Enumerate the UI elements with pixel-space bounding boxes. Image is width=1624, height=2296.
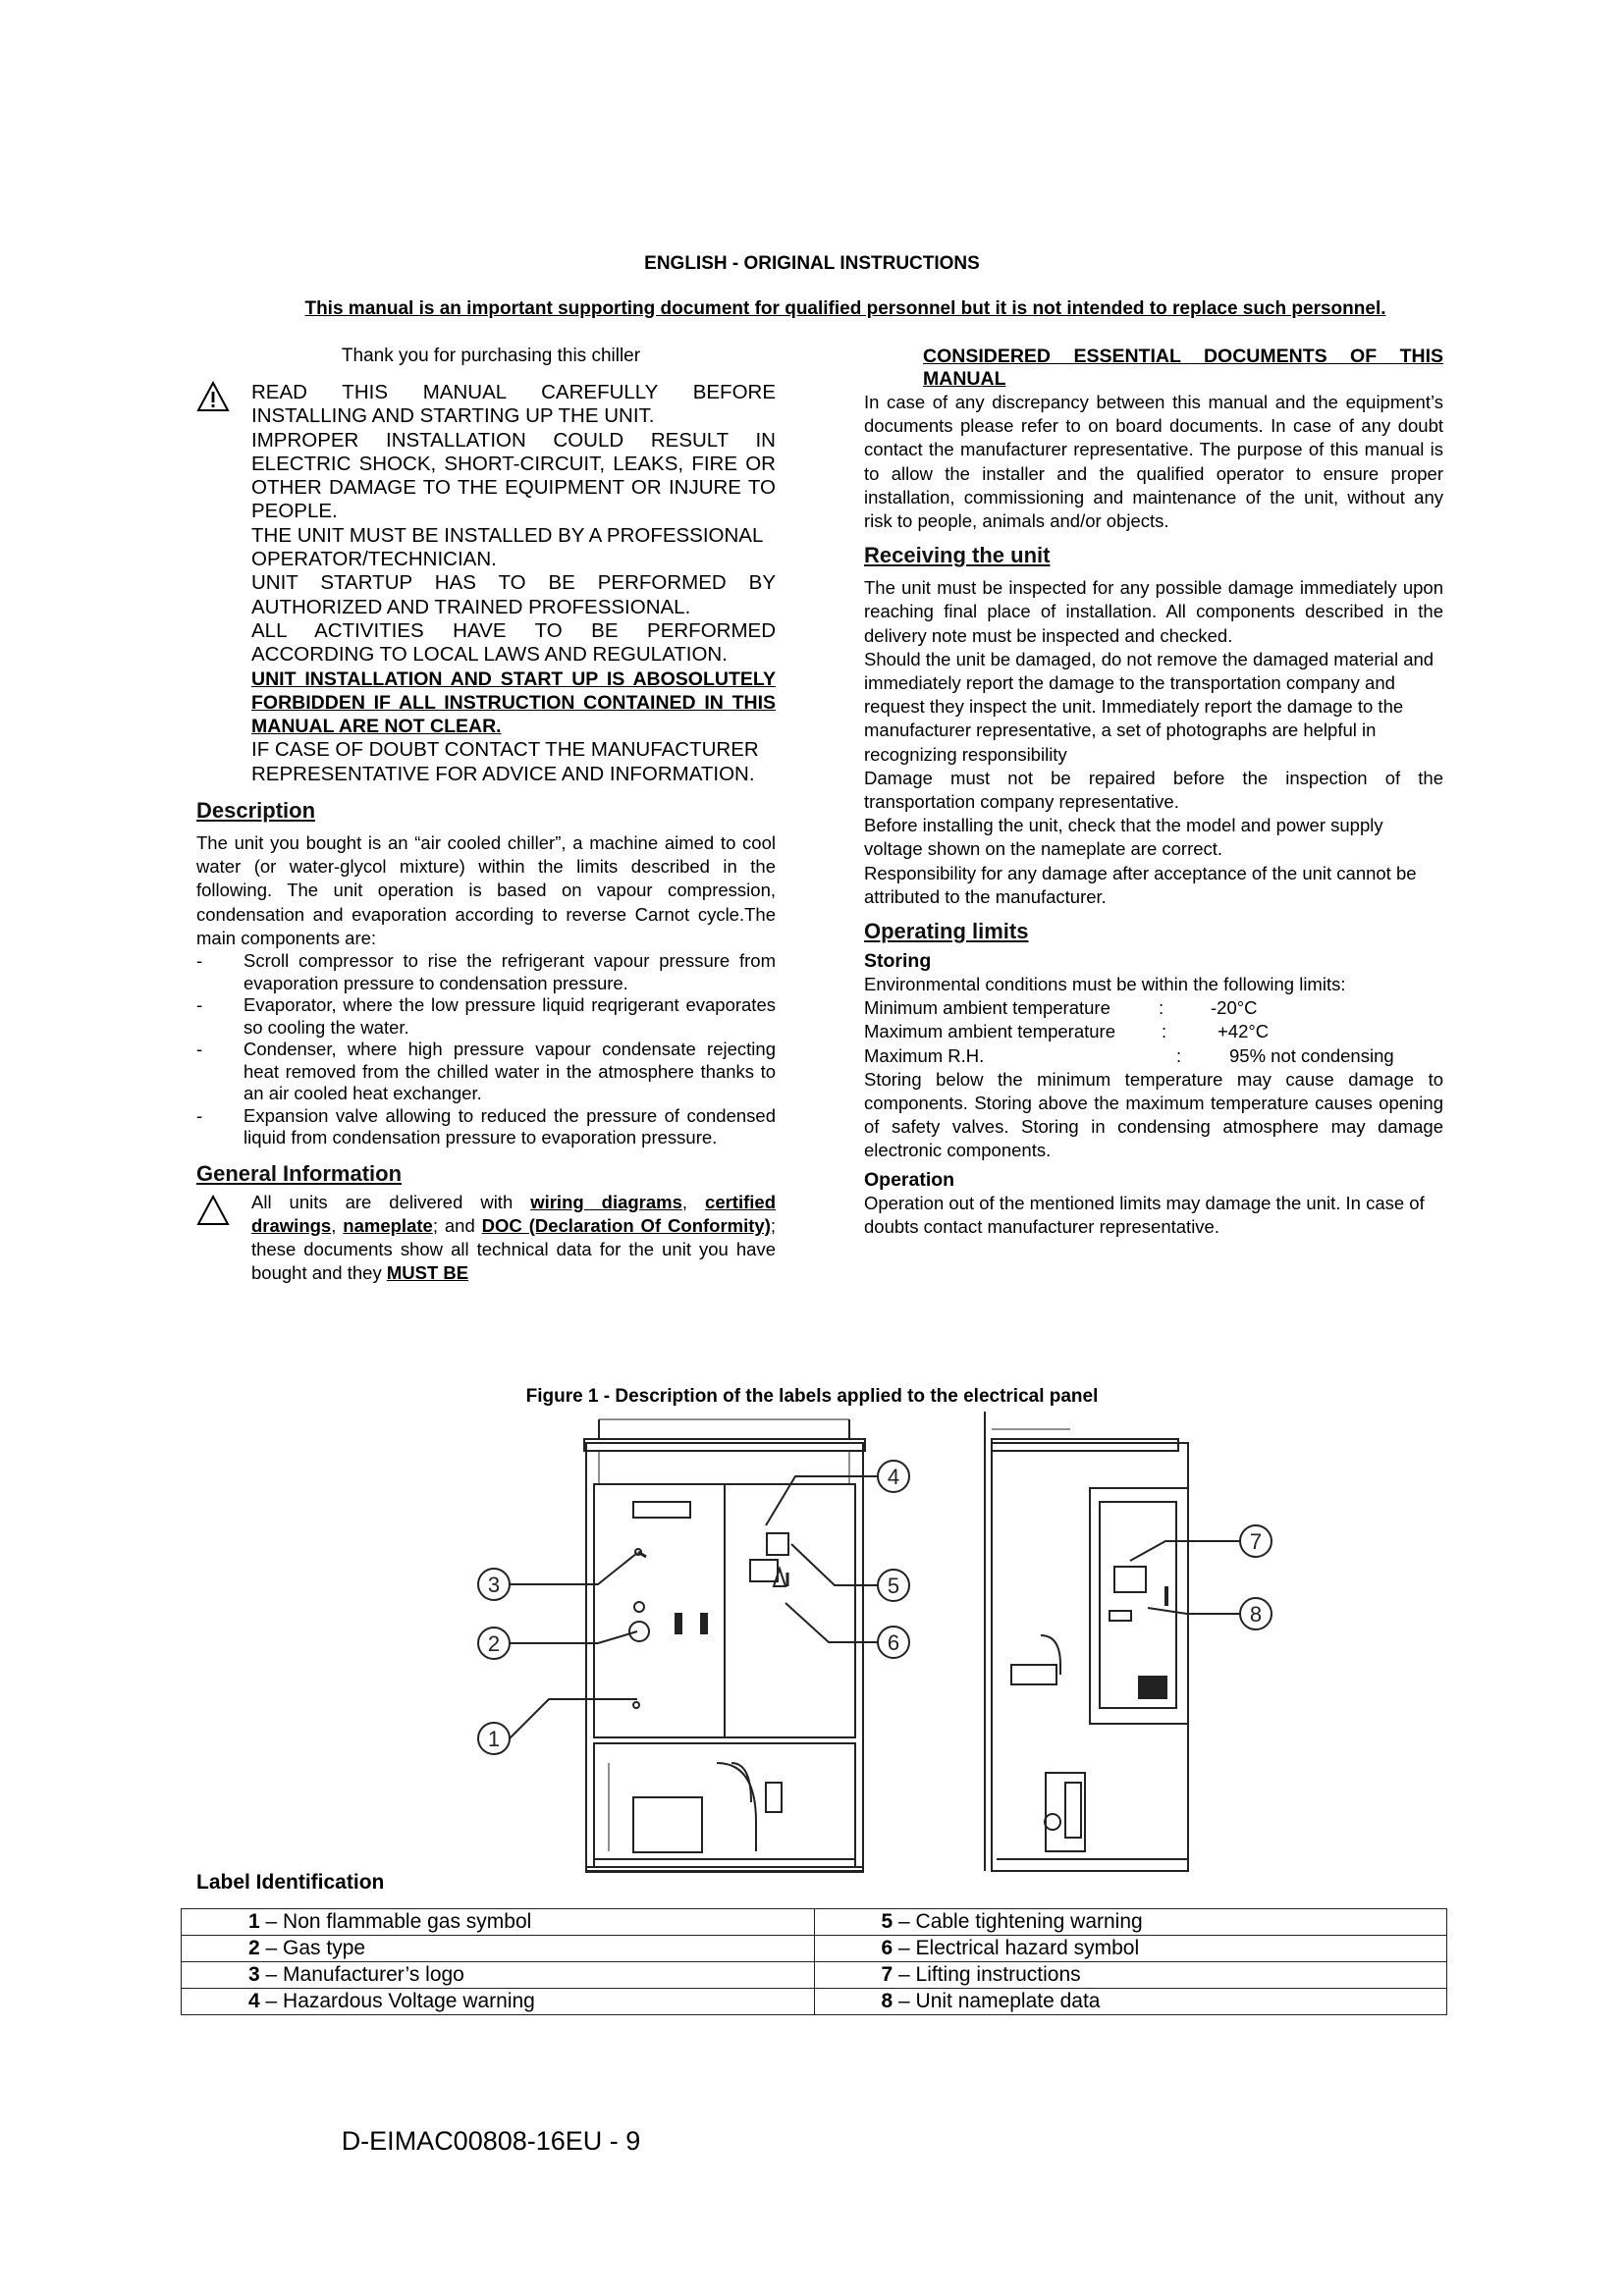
label-number: 7 <box>881 1963 893 1986</box>
limits-list <box>864 996 1443 1068</box>
table-cell <box>182 1989 815 2015</box>
callout-number: 4 <box>887 1465 900 1489</box>
label-number: 2 <box>248 1937 260 1959</box>
table-row <box>182 1936 1447 1962</box>
limit-separator: : <box>1162 1021 1167 1042</box>
label-table <box>181 1908 1447 2015</box>
limit-label: Maximum R.H. <box>864 1044 985 1066</box>
figure-caption: Figure 1 - Description of the labels applied to the electrical panel <box>525 1386 1099 1407</box>
warning-line: IMPROPER INSTALLATION COULD RESULT IN ELECTRIC SHOCK, SHORT-CIRCUIT, LEAKS, FIRE OR OTHER DAMAGE TO THE EQUIPMENT OR INJURE TO PEOPLE. <box>251 428 776 523</box>
general-information-heading: General Information <box>196 1160 403 1186</box>
text-span: ; these documents show all technical data for the unit you have bought and they <box>251 1214 776 1284</box>
document-title: ENGLISH - ORIGINAL INSTRUCTIONS <box>644 253 980 274</box>
limit-row <box>864 1044 1443 1068</box>
text-span: , <box>331 1214 344 1236</box>
label-number: 1 <box>248 1910 260 1933</box>
receiving-paragraph: Responsibility for any damage after acceptance of the unit cannot be attributed to the manufacturer. <box>864 862 1417 907</box>
label-number: 8 <box>881 1990 893 2012</box>
warning-triangle-icon <box>196 381 230 412</box>
table-cell <box>182 1962 815 1989</box>
warning-contact: IF CASE OF DOUBT CONTACT THE MANUFACTURER REPRESENTATIVE FOR ADVICE AND INFORMATION. <box>251 738 759 785</box>
doc-ref: DOC (Declaration Of Conformity) <box>481 1214 771 1236</box>
callout-number: 6 <box>887 1630 900 1655</box>
label-text: – Electrical hazard symbol <box>893 1937 1140 1959</box>
must-be-text: MUST BE <box>386 1262 469 1284</box>
limit-row <box>864 1020 1443 1043</box>
table-cell <box>814 1962 1447 1989</box>
list-item: - Condenser, where high pressure vapour condensate rejecting heat removed from the chilled water in the atmosphere thanks to an air cooled heat exchanger. <box>196 1039 776 1105</box>
operation-heading: Operation <box>864 1168 955 1191</box>
table-cell <box>814 1909 1447 1936</box>
document-subtitle: This manual is an important supporting document for qualified personnel but it is not intended to replace such personnel. <box>304 298 1386 319</box>
text-span: All units are delivered with <box>251 1191 531 1212</box>
label-text: – Cable tightening warning <box>893 1910 1143 1933</box>
limit-label: Minimum ambient temperature <box>864 997 1110 1019</box>
warning-line: ALL ACTIVITIES HAVE TO BE PERFORMED ACCORDING TO LOCAL LAWS AND REGULATION. <box>251 618 776 667</box>
table-row <box>182 1909 1447 1936</box>
callout-3 <box>478 1553 637 1600</box>
limit-value: 95% not condensing <box>1229 1044 1394 1066</box>
receiving-paragraph: The unit must be inspected for any possible damage immediately upon reaching final place of installation. All components described in the delivery note must be inspected and checked. <box>864 577 1443 646</box>
receiving-paragraph: Should the unit be damaged, do not remove the damaged material and immediately report the damage to the transportation company and request they inspect the unit. Immediately report the damage to the manufacturer representative, a set of photographs are helpful in recognizing responsibility <box>864 648 1435 765</box>
label-number: 6 <box>881 1937 893 1959</box>
operating-limits-heading: Operating limits <box>864 919 1029 944</box>
limit-value: -20°C <box>1211 997 1258 1019</box>
thanks-line: Thank you for purchasing this chiller <box>341 346 641 366</box>
table-row <box>182 1989 1447 2015</box>
label-identification-heading: Label Identification <box>196 1871 385 1894</box>
text-span: ; and <box>432 1214 482 1236</box>
limit-separator: : <box>1159 997 1164 1019</box>
caution-triangle-icon <box>196 1195 230 1226</box>
label-number: 5 <box>881 1910 893 1933</box>
considered-documents-heading: CONSIDERED ESSENTIAL DOCUMENTS OF THIS MANUAL <box>923 346 1443 390</box>
callout-number: 5 <box>887 1574 900 1598</box>
safety-warning <box>196 381 776 786</box>
general-information <box>196 1191 776 1286</box>
nameplate-ref: nameplate <box>343 1214 433 1236</box>
warning-line: READ THIS MANUAL CAREFULLY BEFORE INSTALLING AND STARTING UP THE UNIT. <box>251 381 776 428</box>
description-intro: The unit you bought is an “air cooled chiller”, a machine aimed to cool water (or water-glycol mixture) within the limits described in the following. The unit operation is based on vapour compression, condensation and evaporation according to reverse Carnot cycle.The main components are: <box>196 832 776 948</box>
table-cell <box>814 1936 1447 1962</box>
table-row <box>182 1962 1447 1989</box>
table-cell <box>182 1936 815 1962</box>
wiring-diagrams-ref: wiring diagrams <box>530 1191 682 1212</box>
callout-1 <box>478 1699 637 1754</box>
callout-2 <box>478 1628 637 1659</box>
list-item: - Scroll compressor to rise the refrigerant vapour pressure from evaporation pressure to condensation pressure. <box>196 950 776 994</box>
warning-line: THE UNIT MUST BE INSTALLED BY A PROFESSIONAL OPERATOR/TECHNICIAN. <box>251 523 763 571</box>
list-item: - Expansion valve allowing to reduced the pressure of condensed liquid from condensation pressure to evaporation pressure. <box>196 1105 776 1149</box>
table-cell <box>182 1909 815 1936</box>
electrical-panel-figure <box>461 1410 1296 1873</box>
warning-forbidden: UNIT INSTALLATION AND START UP IS ABOSOLUTELY FORBIDDEN IF ALL INSTRUCTION CONTAINED IN THIS MANUAL ARE NOT CLEAR. <box>251 667 776 738</box>
receiving-paragraph: Before installing the unit, check that the model and power supply voltage shown on the nameplate are correct. <box>864 815 1383 860</box>
receiving-paragraph: Damage must not be repaired before the inspection of the transportation company representative. <box>864 767 1443 813</box>
label-text: – Hazardous Voltage warning <box>259 1990 535 2012</box>
list-item: - Evaporator, where the low pressure liquid reqrigerant evaporates so cooling the water. <box>196 994 776 1039</box>
operation-body: Operation out of the mentioned limits may damage the unit. In case of doubts contact manufacturer representative. <box>864 1192 1425 1237</box>
general-information-text <box>251 1191 776 1286</box>
limit-value: +42°C <box>1218 1021 1270 1042</box>
unit-side-view <box>985 1412 1188 1871</box>
storing-body: Storing below the minimum temperature may cause damage to components. Storing above the maximum temperature causes opening of safety valves. Storing in condensing atmosphere may damage electronic components. <box>864 1068 1443 1161</box>
limit-label: Maximum ambient temperature <box>864 1021 1116 1042</box>
storing-intro: Environmental conditions must be within the following limits: <box>864 974 1346 995</box>
label-text: – Gas type <box>259 1937 366 1959</box>
page-footer: D-EIMAC00808-16EU - 9 <box>341 2126 641 2156</box>
label-number: 4 <box>248 1990 260 2012</box>
left-column <box>196 346 776 1285</box>
callout-number: 7 <box>1249 1529 1263 1554</box>
unit-front-view <box>584 1419 865 1873</box>
description-heading: Description <box>196 798 316 824</box>
callout-number: 8 <box>1249 1602 1263 1627</box>
callout-number: 3 <box>487 1573 501 1597</box>
storing-heading: Storing <box>864 950 932 973</box>
label-text: – Lifting instructions <box>893 1963 1081 1986</box>
callout-number: 2 <box>487 1631 501 1656</box>
label-number: 3 <box>248 1963 260 1986</box>
label-text: – Unit nameplate data <box>893 1990 1101 2012</box>
considered-documents-body: In case of any discrepancy between this manual and the equipment’s documents please refer to on board documents. In case of any doubt contact the manufacturer representative. The purpose of this manual is to allow the installer and the qualified operator to ensure proper installation, commissioning and maintenance of the unit, without any risk to people, animals and/or objects. <box>864 392 1443 532</box>
receiving-heading: Receiving the unit <box>864 543 1051 568</box>
components-list <box>196 950 776 1149</box>
label-text: – Non flammable gas symbol <box>259 1910 532 1933</box>
limit-row <box>864 996 1443 1020</box>
certified-drawings-ref: certified drawings <box>251 1191 776 1236</box>
table-cell <box>814 1989 1447 2015</box>
text-span: , <box>681 1191 706 1212</box>
callout-number: 1 <box>487 1727 501 1751</box>
warning-line: UNIT STARTUP HAS TO BE PERFORMED BY AUTHORIZED AND TRAINED PROFESSIONAL. <box>251 571 776 618</box>
limit-separator: : <box>1176 1044 1182 1066</box>
right-column <box>864 346 1443 1239</box>
label-text: – Manufacturer’s logo <box>259 1963 464 1986</box>
